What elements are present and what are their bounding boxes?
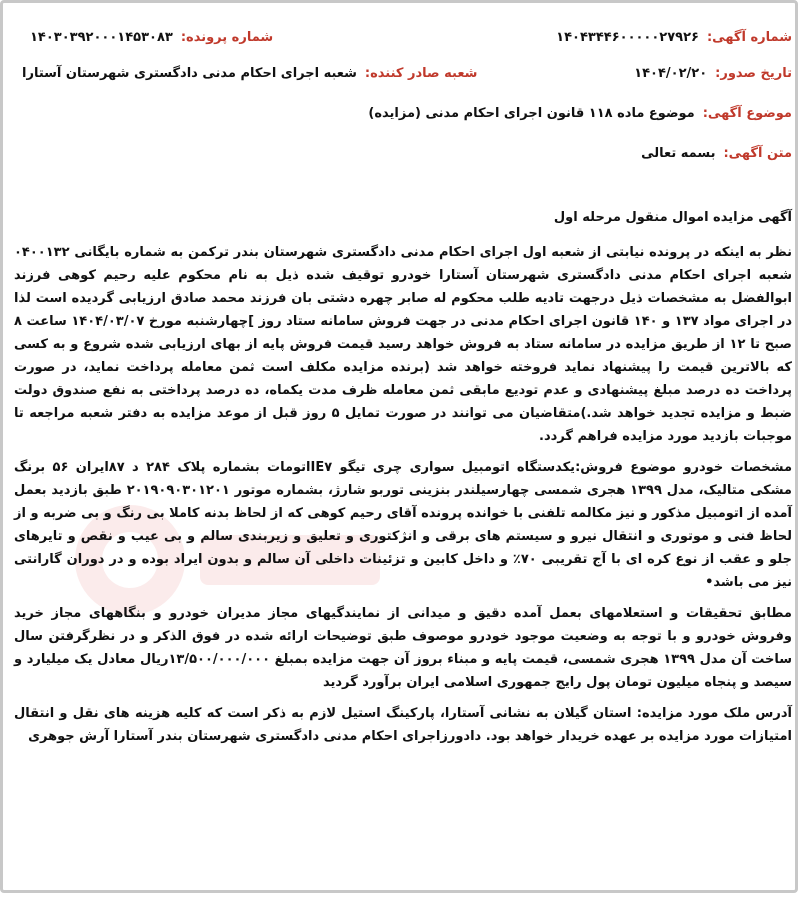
case-number-field xyxy=(30,30,273,45)
notice-title: آگهی مزایده اموال منقول مرحله اول xyxy=(553,210,792,225)
paragraph-address: آدرس ملک مورد مزایده: استان گیلان به نشانی آستارا، پارکینگ استیل لازم به ذکر است که کلیه هزینه های نقل و انتقال امتیازات مورد مزایده بر عهده خریدار خواهد بود. دادورزاجرای احکام مدنی دادگستری شهرستان بندر آستارا آرش جوهری xyxy=(14,706,792,744)
ad-number-label: شماره آگهی: xyxy=(706,30,792,45)
paragraph-auction-terms: نظر به اینکه در پرونده نیابتی از شعبه اول اجرای احکام مدنی دادگستری شهرستان بندر ترکمن به شماره بایگانی ۰۴۰۰۱۳۲ شعبه اجرای احکام مدنی دادگستری شهرستان آستارا خودرو توقیف شده ذیل به نام محکوم علیه رحیم کوهی فرزند ابوالفضل به مشخصات ذیل درجهت تادیه طلب محکوم له صابر چهره دشتی بان فرزند محمد صادق ارزیابی گردیده است لذا در اجرای مواد ۱۳۷ و ۱۴۰ قانون اجرای احکام مدنی در جهت فروش سامانه ستاد روز ]چهارشنبه مورخ ۱۴۰۴/۰۳/۰۷ ساعت ۸ صبح تا ۱۲ از طریق مزایده در سامانه ستاد به فروش خواهد رسید قیمت فروش پایه از بهای ارزیابی شده شروع و به کسی که بالاترین قیمت را پیشنهاد نماید فروخته خواهد شد (برنده مزایده مکلف است ثمن معامله پرداخت نماید، در صورت پرداخت ده درصد مبلغ پیشنهادی و عدم تودیع مابقی ثمن معامله ظرف مدت یکماه، ده درصد پرداختی به نفع صندوق دولت ضبط و مزایده تجدید خواهد شد.)متقاضیان می توانند در صورت تمایل ۵ روز قبل از موعد مزایده به دفتر شعبه مراجعه تا موجبات بازدید مورد مزایده فراهم گردد. xyxy=(14,245,793,444)
issue-date-label: تاریخ صدور: xyxy=(715,66,792,81)
issuer-field xyxy=(22,66,477,81)
ad-number-value: ۱۴۰۴۳۴۴۶۰۰۰۰۰۲۷۹۲۶ xyxy=(556,30,699,45)
notice-body xyxy=(14,206,792,748)
issue-date-value: ۱۴۰۴/۰۲/۲۰ xyxy=(634,66,708,81)
meta-row-2 xyxy=(14,66,792,102)
subject-field xyxy=(14,106,792,146)
text-label: متن آگهی: xyxy=(723,146,792,161)
subject-value: موضوع ماده ۱۱۸ قانون اجرای احکام مدنی (مزایده) xyxy=(368,106,695,121)
text-intro-field xyxy=(14,146,792,186)
paragraph-vehicle-specs: مشخصات خودرو موضوع فروش:یکدستگاه اتومبیل سواری چری تیگو IE۷اتومات بشماره پلاک ۲۸۴ د ۸۷ایران ۵۶ برنگ مشکی متالیک، مدل ۱۳۹۹ هجری شمسی چهارسیلندر بنزینی توربو شارژ، بشماره موتور ۲۰۱۹۰۹۰۳۰۱۲۰۱ طبق بازدید بعمل آمده از اتومبیل مذکور و نیز مکالمه تلفنی با خوانده پرونده آقای رحیم کوهی که از لحاظ بدنه کاملا بی رنگ و بی ضربه و از لحاظ فنی و موتوری و انتقال نیرو و سیستم های برقی و انژکتوری و تعلیق و زیربندی سالم و بی عیب و نقص و تایرهای جلو و عقب از نوع کره ای با آج تقریبی ۷۰٪ و داخل کابین و تزئینات داخلی آن سالم و بدون ایراد بوده و در دوران گارانتی نیز می باشد• xyxy=(14,460,793,590)
text-intro-value: بسمه تعالی xyxy=(641,146,716,161)
issuer-value: شعبه اجرای احکام مدنی دادگستری شهرستان آستارا xyxy=(22,66,357,81)
subject-label: موضوع آگهی: xyxy=(702,106,792,121)
case-number-value: ۱۴۰۳۰۳۹۲۰۰۰۱۴۵۳۰۸۳ xyxy=(30,30,173,45)
paragraph-valuation: مطابق تحقیقات و استعلامهای بعمل آمده دقیق و میدانی از نمایندگیهای مجاز مدیران خودرو و بنگاههای مجاز خرید وفروش خودرو و با توجه به وضعیت موجود خودرو موصوف طبق توضیحات ارائه شده در فوق الذکر و در نظرگرفتن سال ساخت آن مدل ۱۳۹۹ هجری شمسی، قیمت پایه و مبناء بروز آن جهت مزایده بمبلغ ۱۳/۵۰۰/۰۰۰/۰۰۰ریال معادل یک میلیارد و سیصد و پنجاه میلیون تومان پول رایج جمهوری اسلامی ایران برآورد گردید xyxy=(14,606,792,690)
meta-row-1 xyxy=(14,30,792,66)
case-number-label: شماره پرونده: xyxy=(180,30,274,45)
notice-page xyxy=(14,30,792,756)
issuer-label: شعبه صادر کننده: xyxy=(364,66,478,81)
issue-date-field xyxy=(634,66,792,81)
ad-number-field xyxy=(556,30,792,45)
